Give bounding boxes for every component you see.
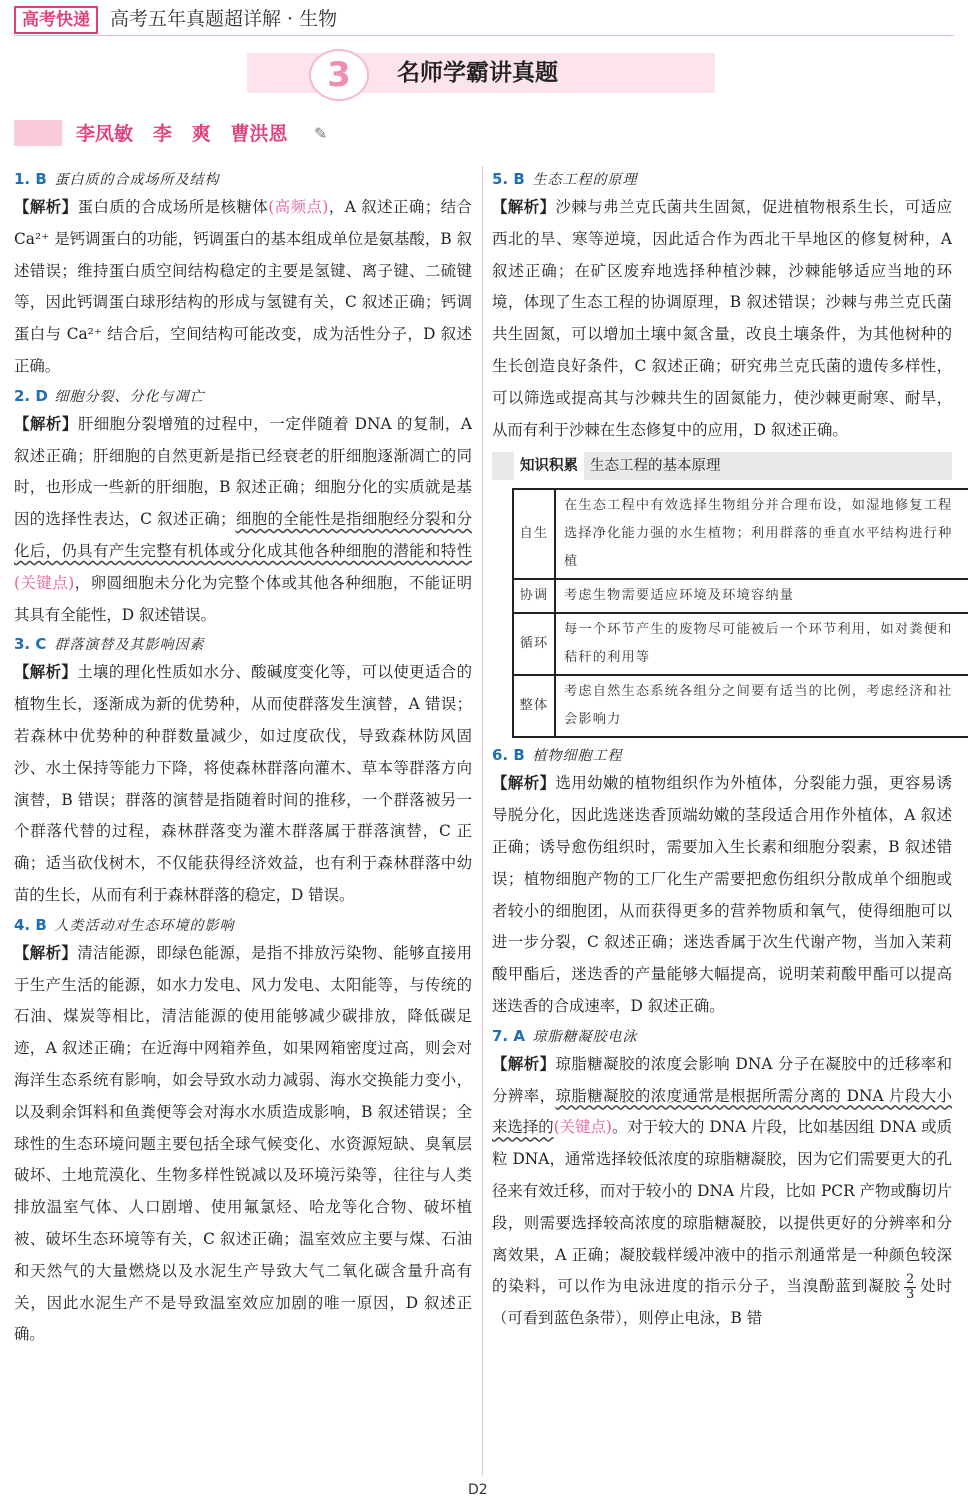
analysis-text: 蛋白质的合成场所是核糖体 <box>77 198 269 216</box>
question-header <box>14 166 472 192</box>
analysis-label: 【解析】 <box>14 943 78 962</box>
analysis-text: 沙棘与弗兰克氏菌共生固氮，促进植物根系生长，可适应西北的旱、寒等逆境，因此适合作为西北干旱地区的修复树种，A 叙述正确；在矿区废弃地选择种植沙棘，沙棘能够适应当地的环境，体现了生态工程的协调原理，B 叙述错误；沙棘与弗兰克氏菌共生固氮，可以增加土壤中氮含量，改良土壤条件，为其他树种的生长创造良好条件，C 叙述正确；研究弗兰克氏菌的遗传多样性，可以筛选或提高其与沙棘共生的固氮能力，使沙棘更耐寒、耐旱，从而有利于沙棘在生态修复中的应用，D 叙述正确。 <box>492 198 952 439</box>
question-header <box>14 383 472 409</box>
analysis-text: 肝细胞分裂增殖的过程中，一定伴随着 DNA 的复制，A 叙述正确；肝细胞的自然更新是指已经衰老的肝细胞逐渐凋亡的同时，也形成一些新的肝细胞，B 叙述正确；细胞分化的实质就是基因的选择性表达，C 叙述正确； <box>14 414 472 529</box>
knowledge-table <box>512 488 968 738</box>
analysis-text: 处时（可看到蓝色条带），则停止电泳，B 错 <box>492 1277 952 1328</box>
highlight-note: (关键点) <box>14 573 75 592</box>
fraction <box>904 1273 916 1302</box>
analysis-text: 选用幼嫩的植物组织作为外植体，分裂能力强，更容易诱导脱分化，因此选迷迭香顶端幼嫩的茎段适合用作外植体，A 叙述正确；诱导愈伤组织时，需要加入生长素和细胞分裂素，B 叙述错误；植物细胞产物的工厂化生产需要把愈伤组织分散成单个细胞或者较小的细胞团，从而获得更多的营养物质和氧气，使得细胞可以进一步分裂，C 叙述正确；迷迭香属于次生代谢产物，当加入茉莉酸甲酯后，迷迭香的产量能够大幅提高，说明茉莉酸甲酯可以提高迷迭香的合成速率，D 叙述正确。 <box>492 774 952 1015</box>
question-header <box>492 1023 952 1049</box>
question-number: 6. B <box>492 746 525 765</box>
question-number: 4. B <box>14 915 47 934</box>
analysis-label: 【解析】 <box>492 198 556 216</box>
question-topic: 琼脂糖凝胶电泳 <box>532 1028 638 1045</box>
table-row <box>513 675 968 737</box>
table-row <box>513 613 968 675</box>
question-number: 7. A <box>492 1026 525 1045</box>
pen-icon: ✎ <box>314 124 328 143</box>
question-topic: 细胞分裂、分化与凋亡 <box>54 388 205 405</box>
analysis-text: 土壤的理化性质如水分、酸碱度变化等，可以使更适合的植物生长，逐渐成为新的优势种，从而使群落发生演替，A 错误；若森林中优势种的种群数量减少，如过度砍伐，导致森林防风固沙、水土保持等能力下降，将使森林群落向灌木、草本等群落方向演替，B 错误；群落的演替是指随着时间的推移，一个群落被另一个群落代替的过程，森林群落变为灌木群落属于群落演替，C 正确；适当砍伐树木，不仅能获得经济效益，也有利于森林群落中幼苗的生长，从而有利于森林群落的稳定，D 错误。 <box>14 663 472 904</box>
answer-analysis <box>492 768 952 1022</box>
question-header <box>14 631 472 657</box>
analysis-label: 【解析】 <box>492 1054 556 1073</box>
principle-name: 协调 <box>513 579 555 613</box>
column-divider <box>482 166 483 1476</box>
answer-analysis <box>14 657 472 911</box>
knowledge-title: 生态工程的基本原理 <box>590 458 721 475</box>
question-header <box>14 912 472 938</box>
analysis-label: 【解析】 <box>14 414 78 433</box>
page-number: D2 <box>468 1482 488 1498</box>
section-banner <box>247 53 715 93</box>
analysis-label: 【解析】 <box>14 198 78 216</box>
right-column <box>492 166 952 1335</box>
answer-analysis <box>14 409 472 632</box>
principle-description: 每一个环节产生的废物尽可能被后一个环节利用，如对粪便和秸秆的利用等 <box>555 613 968 675</box>
analysis-text: 清洁能源，即绿色能源，是指不排放污染物、能够直接用于生产生活的能源，如水力发电、风力发电、太阳能等，与传统的石油、煤炭等相比，清洁能源的使用能够减少碳排放，降低碳足迹，A 叙述正确；在近海中网箱养鱼，如果网箱密度过高，则会对海洋生态系统有影响，如会导致水动力减弱、海水交换能力变小，以及剩余饵料和鱼粪便等会对海水水质造成影响，B 叙述错误；全球性的生态环境问题主要包括全球气候变化、水资源短缺、臭氧层破坏、土地荒漠化、生物多样性锐减以及环境污染等，往往与人类排放温室气体、人口剧增、使用氟氯烃、哈龙等化合物、破坏植被、破坏生态环境等有关，C 叙述正确；温室效应主要与煤、石油和天然气的大量燃烧以及水泥生产导致大气二氧化碳含量升高有关，因此水泥生产不是导致温室效应加剧的唯一原因，D 叙述正确。 <box>14 943 472 1344</box>
underlined-key-text: 细胞的全能性是指细胞经分裂和分化后，仍具有产生完整有机体或分化成其他各种细胞的潜能和特性 <box>14 510 472 560</box>
highlight-note: (关键点) <box>553 1118 612 1137</box>
table-row <box>513 489 968 579</box>
brand-logo: 高考快递 <box>14 6 98 34</box>
page-header <box>0 0 968 42</box>
question-topic: 蛋白质的合成场所及结构 <box>54 172 220 188</box>
analysis-text: ，卵圆细胞未分化为完整个体或其他各种细胞，不能证明其具有全能性，D 叙述错误。 <box>14 573 472 624</box>
table-row <box>513 579 968 613</box>
left-column <box>14 166 472 1351</box>
knowledge-box-header <box>492 452 952 480</box>
question-number: 5. B <box>492 170 525 188</box>
principle-name: 自生 <box>513 489 555 579</box>
authors-bar <box>14 118 334 150</box>
answer-analysis <box>492 192 952 446</box>
question-number: 2. D <box>14 386 48 405</box>
answer-analysis <box>492 1049 952 1335</box>
principle-description: 在生态工程中有效选择生物组分并合理布设，如湿地修复工程选择净化能力强的水生植物；利用群落的垂直水平结构进行种植 <box>555 489 968 579</box>
analysis-label: 【解析】 <box>14 663 78 682</box>
question-header <box>492 742 952 768</box>
analysis-text: 琼脂糖凝胶的浓度会影响 DNA 分子在凝胶中的迁移率和分辨率， <box>492 1054 952 1105</box>
header-divider <box>14 35 954 36</box>
section-title: 名师学霸讲真题 <box>397 60 558 86</box>
authors-decoration-icon <box>14 120 62 146</box>
principle-description: 考虑生物需要适应环境及环境容纳量 <box>555 579 968 613</box>
answer-analysis <box>14 192 472 383</box>
question-number: 1. B <box>14 170 47 188</box>
question-topic: 生态工程的原理 <box>532 172 638 188</box>
analysis-text: 。对于较大的 DNA 片段，比如基因组 DNA 或质粒 DNA，通常选择较低浓度的琼脂糖凝胶，因为它们需要更大的孔径来有效迁移，而对于较小的 DNA 片段，比如 PCR 产物或酶切片段，则需要选择较高浓度的琼脂糖凝胶，以提供更好的分辨率和分离效果，A 正确；凝胶载样缓冲液中的指示剂通常是一种颜色较深的染料，可以作为电泳进度的指示分子，当溴酚蓝到凝胶 <box>492 1118 952 1296</box>
question-topic: 植物细胞工程 <box>532 748 623 765</box>
book-title: 高考五年真题超详解 · 生物 <box>110 8 338 30</box>
question-header <box>492 166 952 192</box>
underlined-key-text: 琼脂糖凝胶的浓度通常是根据所需分离的 DNA 片段大小来选择的 <box>492 1086 952 1137</box>
knowledge-tag: 知识积累 <box>514 452 584 480</box>
question-topic: 群落演替及其影响因素 <box>54 637 205 654</box>
principle-name: 循环 <box>513 613 555 675</box>
principle-name: 整体 <box>513 675 555 737</box>
analysis-text: ，A 叙述正确；结合 Ca²⁺ 是钙调蛋白的功能，钙调蛋白的基本组成单位是氨基酸，B 叙述错误；维持蛋白质空间结构稳定的主要是氢键、离子键、二硫键等，因此钙调蛋白球形结构的形成与氢键有关，C 叙述正确；钙调蛋白与 Ca²⁺ 结合后，空间结构可能改变，成为活性分子，D 叙述正确。 <box>14 198 472 375</box>
answer-analysis <box>14 938 472 1351</box>
question-number: 3. C <box>14 635 47 654</box>
highlight-note: (高频点) <box>268 198 329 216</box>
author-names: 李凤敏 李 爽 曹洪恩 <box>76 123 288 145</box>
question-topic: 人类活动对生态环境的影响 <box>54 917 235 934</box>
principle-description: 考虑自然生态系统各组分之间要有适当的比例，考虑经济和社会影响力 <box>555 675 968 737</box>
fraction-numerator: 2 <box>905 1271 915 1287</box>
analysis-label: 【解析】 <box>492 774 556 793</box>
section-number: 3 <box>309 49 369 101</box>
fraction-denominator: 3 <box>905 1286 915 1302</box>
